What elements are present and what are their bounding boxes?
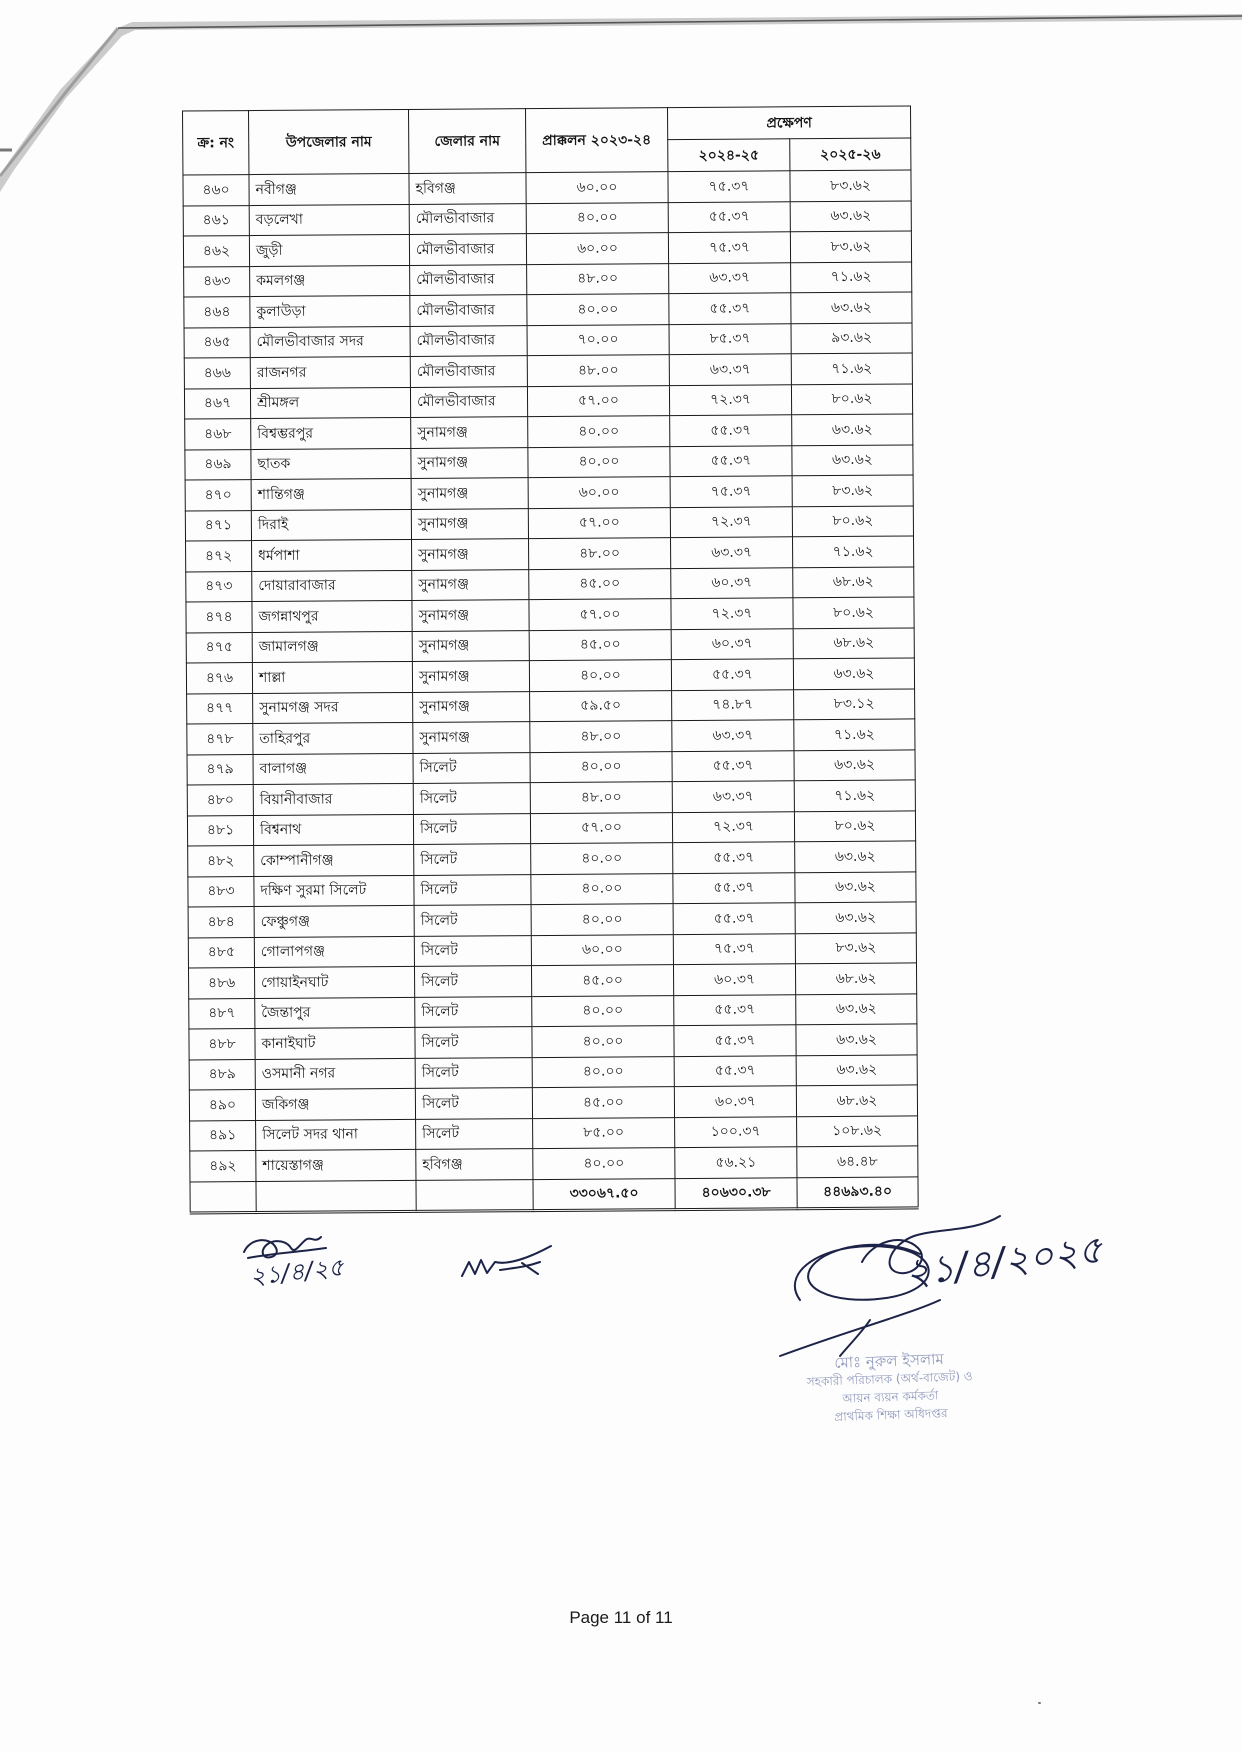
serial-cell: ৪৬৮ — [185, 419, 251, 450]
upazila-cell: জকিগঞ্জ — [255, 1088, 415, 1120]
projection-2025-26-cell: ৬৩.৬২ — [793, 658, 914, 689]
estimate-cell: ৫৭.০০ — [530, 812, 672, 843]
estimate-cell: ৪০.০০ — [530, 751, 672, 782]
middle-initials-scribble — [462, 1246, 551, 1276]
estimate-cell: ৫৭.০০ — [529, 599, 671, 630]
projection-2024-25-cell: ৮৫.৩৭ — [669, 323, 791, 354]
projection-2024-25-cell: ৬০.৩৭ — [671, 628, 793, 659]
stamp-name: মোঃ নুরুল ইসলাম — [834, 1350, 945, 1372]
estimate-cell: ৬০.০০ — [531, 934, 673, 965]
projection-2024-25-cell: ৬৩.৩৭ — [671, 537, 793, 568]
projection-2024-25-cell: ৫৫.৩৭ — [673, 903, 795, 934]
district-cell: সিলেট — [414, 874, 531, 905]
projection-2024-25-cell: ৭২.৩৭ — [672, 811, 794, 842]
projection-2025-26-cell: ৬৮.৬২ — [793, 566, 914, 597]
table-row — [189, 1085, 917, 1121]
table-row — [190, 1115, 918, 1151]
table-row — [187, 719, 915, 755]
projection-2024-25-cell: ৫৫.৩৭ — [668, 201, 790, 232]
serial-cell: ৪৮৪ — [188, 907, 254, 938]
table-row — [185, 414, 913, 450]
projection-2025-26-cell: ৭১.৬২ — [792, 536, 913, 567]
table-row — [184, 383, 912, 419]
header-serial: ক্র: নং — [183, 111, 249, 175]
projection-2025-26-cell: ৭১.৬২ — [791, 353, 912, 384]
projection-2025-26-cell: ৬৪.৪৮ — [797, 1146, 918, 1177]
projection-2025-26-cell: ৮০.৬২ — [792, 505, 913, 536]
estimate-cell: ৪০.০০ — [529, 660, 671, 691]
district-cell: সিলেট — [415, 1027, 532, 1058]
table-row — [183, 170, 911, 206]
table-row — [188, 871, 916, 907]
serial-cell: ৪৭৮ — [187, 724, 253, 755]
table-row — [189, 1024, 917, 1060]
district-cell: সুনামগঞ্জ — [412, 569, 529, 600]
header-year-2024-25: ২০২৪-২৫ — [668, 139, 790, 172]
estimate-cell: ৬০.০০ — [526, 172, 668, 203]
table-row — [184, 261, 912, 297]
estimate-cell: ৪৮.০০ — [530, 721, 672, 752]
district-cell: সিলেট — [414, 935, 531, 966]
serial-cell: ৪৬০ — [183, 175, 249, 206]
stamp-designation: সহকারী পরিচালক (অর্থ-বাজেট) ও — [806, 1369, 973, 1389]
stamp-role: আয়ন ব্যয়ন কর্মকর্তা — [842, 1388, 939, 1406]
projection-2024-25-cell: ৫৫.৩৭ — [674, 994, 796, 1025]
upazila-cell: ওসমানী নগর — [255, 1058, 415, 1090]
district-cell: সিলেট — [415, 1057, 532, 1088]
upazila-cell: জামালগঞ্জ — [252, 631, 412, 663]
estimate-cell: ৪০.০০ — [531, 904, 673, 935]
table-row — [187, 780, 915, 816]
projection-2025-26-cell: ৮৩.৬২ — [790, 170, 911, 201]
table-row — [190, 1146, 918, 1182]
upazila-cell: ফেঞ্চুগঞ্জ — [254, 905, 414, 937]
serial-cell: ৪৭৭ — [187, 693, 253, 724]
district-cell: মৌলভীবাজার — [410, 386, 527, 417]
projection-2025-26-cell: ৬৩.৬২ — [792, 444, 913, 475]
estimate-cell: ৫৭.০০ — [528, 507, 670, 538]
projection-2025-26-cell: ৬৩.৬২ — [791, 292, 912, 323]
projection-2024-25-cell: ৫৫.৩৭ — [669, 293, 791, 324]
upazila-cell: তাহিরপুর — [253, 722, 413, 754]
table-row — [187, 688, 915, 724]
table-row — [186, 627, 914, 663]
district-cell: হবিগঞ্জ — [409, 173, 526, 204]
estimate-cell: ৬০.০০ — [528, 477, 670, 508]
estimate-cell: ৪০.০০ — [527, 294, 669, 325]
table-row — [185, 444, 913, 480]
projection-2024-25-cell: ৫৫.৩৭ — [673, 842, 795, 873]
projection-2024-25-cell: ৬০.৩৭ — [673, 964, 795, 995]
table-row — [185, 475, 913, 511]
upazila-cell: বিয়ানীবাজার — [253, 783, 413, 815]
upazila-cell: বালাগঞ্জ — [253, 753, 413, 785]
projection-2025-26-cell: ৮৩.১২ — [794, 688, 915, 719]
estimate-cell: ৪৮.০০ — [530, 782, 672, 813]
estimate-cell: ৭০.০০ — [527, 324, 669, 355]
upazila-cell: কমলগঞ্জ — [250, 265, 410, 297]
district-cell: সিলেট — [413, 783, 530, 814]
right-signature-tail — [780, 1300, 940, 1356]
serial-cell: ৪৬৪ — [184, 297, 250, 328]
projection-2025-26-cell: ৭১.৬২ — [791, 261, 912, 292]
upazila-cell: নবীগঞ্জ — [249, 173, 409, 205]
serial-cell: ৪৬৫ — [184, 327, 250, 358]
district-cell: মৌলভীবাজার — [410, 264, 527, 295]
projection-2025-26-cell: ৬৩.৬২ — [794, 749, 915, 780]
district-cell: সুনামগঞ্জ — [412, 600, 529, 631]
estimate-cell: ৪৫.০০ — [529, 568, 671, 599]
district-cell: সিলেট — [413, 813, 530, 844]
table-row — [183, 200, 911, 236]
estimate-cell: ৪৫.০০ — [529, 629, 671, 660]
district-cell: সিলেট — [415, 996, 532, 1027]
projection-2024-25-cell: ৭২.৩৭ — [671, 598, 793, 629]
projection-2024-25-cell: ৭৫.৩৭ — [670, 476, 792, 507]
serial-cell: ৪৮৭ — [189, 998, 255, 1029]
serial-cell: ৪৮৩ — [188, 876, 254, 907]
table-row — [186, 536, 914, 572]
upazila-cell: কোম্পানীগঞ্জ — [254, 844, 414, 876]
projection-2025-26-cell: ৮০.৬২ — [794, 810, 915, 841]
projection-2024-25-cell: ৬৩.৩৭ — [669, 262, 791, 293]
table-row — [187, 810, 915, 846]
district-cell: সুনামগঞ্জ — [411, 478, 528, 509]
serial-cell: ৪৯২ — [190, 1151, 256, 1182]
right-handwritten-date: ২১/৪/২০২৫ — [902, 1227, 1105, 1295]
scan-speck — [1038, 1702, 1041, 1704]
district-cell: সিলেট — [413, 752, 530, 783]
district-cell: সুনামগঞ্জ — [412, 661, 529, 692]
estimate-cell: ৪৮.০০ — [527, 355, 669, 386]
upazila-cell: সিলেট সদর থানা — [256, 1119, 416, 1151]
upazila-cell: শায়েস্তাগঞ্জ — [256, 1149, 416, 1181]
upazila-cell: সুনামগঞ্জ সদর — [253, 692, 413, 724]
table-row — [189, 993, 917, 1029]
serial-cell: ৪৭৩ — [186, 571, 252, 602]
district-cell: সুনামগঞ্জ — [411, 508, 528, 539]
projection-2024-25-cell: ৭৪.৮৭ — [672, 689, 794, 720]
estimate-cell: ৪০.০০ — [533, 1148, 675, 1179]
serial-cell: ৪৭১ — [185, 510, 251, 541]
projection-2024-25-cell: ৫৫.৩৭ — [670, 445, 792, 476]
projection-2025-26-cell: ৮৩.৬২ — [790, 231, 911, 262]
table-row — [184, 322, 912, 358]
projection-2024-25-cell: ১০০.৩৭ — [675, 1116, 797, 1147]
table-row — [188, 841, 916, 877]
district-cell: হবিগঞ্জ — [416, 1149, 533, 1180]
estimate-cell: ৪০.০০ — [532, 1056, 674, 1087]
upazila-cell: মৌলভীবাজার সদর — [250, 326, 410, 358]
header-year-2025-26: ২০২৫-২৬ — [790, 138, 911, 171]
header-estimate: প্রাক্কলন ২০২৩-২৪ — [526, 108, 668, 173]
serial-cell: ৪৭৯ — [187, 754, 253, 785]
estimate-cell: ৫৭.০০ — [527, 385, 669, 416]
upazila-cell: বিশ্বম্ভরপুর — [251, 417, 411, 449]
projection-2024-25-cell: ৫৫.৩৭ — [674, 1055, 796, 1086]
upazila-cell: গোলাপগঞ্জ — [254, 936, 414, 968]
serial-cell: ৪৬২ — [183, 236, 249, 267]
estimate-cell: ৪০.০০ — [526, 202, 668, 233]
estimate-cell: ৪০.০০ — [531, 873, 673, 904]
upazila-cell: শাল্লা — [252, 661, 412, 693]
table-row — [188, 932, 916, 968]
district-cell: সিলেট — [416, 1118, 533, 1149]
district-cell: সুনামগঞ্জ — [411, 447, 528, 478]
left-handwritten-date: ২১/৪/২৫ — [248, 1253, 346, 1291]
projection-2025-26-cell: ৮০.৬২ — [791, 383, 912, 414]
district-cell: মৌলভীবাজার — [410, 325, 527, 356]
serial-cell: ৪৮৮ — [189, 1029, 255, 1060]
projection-2024-25-cell: ৬৩.৩৭ — [669, 354, 791, 385]
district-cell: সুনামগঞ্জ — [412, 539, 529, 570]
projection-2025-26-cell: ৬৩.৬২ — [796, 993, 917, 1024]
upazila-cell: কানাইঘাট — [255, 1027, 415, 1059]
projection-2025-26-cell: ৬৩.৬২ — [795, 841, 916, 872]
projection-2024-25-cell: ৫৫.৩৭ — [671, 659, 793, 690]
estimate-cell: ৪৫.০০ — [532, 1087, 674, 1118]
serial-cell: ৪৭৪ — [186, 602, 252, 633]
table-row — [186, 597, 914, 633]
upazila-cell: রাজনগর — [250, 356, 410, 388]
upazila-cell: শান্তিগঞ্জ — [251, 478, 411, 510]
projection-2024-25-cell: ৭৫.৩৭ — [668, 232, 790, 263]
upazila-cell: ছাতক — [251, 448, 411, 480]
projection-2024-25-cell: ৭২.৩৭ — [670, 506, 792, 537]
projection-2025-26-cell: ৮০.৬২ — [793, 597, 914, 628]
total-2024-25-cell: ৪০৬৩০.৩৮ — [675, 1177, 797, 1209]
district-cell: সিলেট — [415, 1088, 532, 1119]
projection-2025-26-cell: ৮৩.৬২ — [792, 475, 913, 506]
projection-2024-25-cell: ৫৫.৩৭ — [674, 1025, 796, 1056]
district-cell: সুনামগঞ্জ — [412, 630, 529, 661]
projection-2025-26-cell: ৭১.৬২ — [794, 780, 915, 811]
projection-2025-26-cell: ৬৮.৬২ — [795, 963, 916, 994]
estimate-cell: ৪০.০০ — [528, 446, 670, 477]
upazila-cell: শ্রীমঙ্গল — [250, 387, 410, 419]
serial-cell: ৪৬৩ — [184, 266, 250, 297]
projection-2024-25-cell: ৭২.৩৭ — [669, 384, 791, 415]
serial-cell: ৪৮০ — [187, 785, 253, 816]
table-row — [188, 963, 916, 999]
district-cell: সুনামগঞ্জ — [413, 691, 530, 722]
projection-2025-26-cell: ৬৩.৬২ — [795, 871, 916, 902]
serial-cell: ৪৮২ — [188, 846, 254, 877]
header-projection: প্রক্ষেপণ — [668, 106, 911, 140]
table-body — [183, 170, 918, 1182]
page-number: Page 11 of 11 — [569, 1608, 673, 1627]
stamp-office: প্রাথমিক শিক্ষা অধিদপ্তর — [834, 1406, 948, 1424]
projection-2025-26-cell: ৬৩.৬২ — [792, 414, 913, 445]
serial-cell: ৪৭০ — [185, 480, 251, 511]
district-cell: মৌলভীবাজার — [410, 356, 527, 387]
district-cell: মৌলভীবাজার — [409, 234, 526, 265]
estimate-cell: ৪০.০০ — [532, 1026, 674, 1057]
projection-2025-26-cell: ৮৩.৬২ — [795, 932, 916, 963]
projection-2025-26-cell: ৬৩.৬২ — [790, 200, 911, 231]
table-row — [185, 505, 913, 541]
projection-2025-26-cell: ৬৮.৬২ — [793, 627, 914, 658]
upazila-cell: দিরাই — [251, 509, 411, 541]
table-row — [186, 566, 914, 602]
serial-cell: ৪৯০ — [189, 1090, 255, 1121]
serial-cell: ৪৮৬ — [188, 968, 254, 999]
projection-2024-25-cell: ৫৫.৩৭ — [673, 872, 795, 903]
projection-2025-26-cell: ৯৩.৬২ — [791, 322, 912, 353]
district-cell: সিলেট — [414, 905, 531, 936]
serial-cell: ৪৮৫ — [188, 937, 254, 968]
projection-2024-25-cell: ৭৫.৩৭ — [673, 933, 795, 964]
upazila-cell: বিশ্বনাথ — [253, 814, 413, 846]
estimate-cell: ৪০.০০ — [528, 416, 670, 447]
total-estimate-cell: ৩৩০৬৭.৫০ — [533, 1178, 675, 1210]
table-row — [189, 1054, 917, 1090]
upazila-cell: ধর্মপাশা — [252, 539, 412, 571]
serial-cell: ৪৬৬ — [184, 358, 250, 389]
projection-2025-26-cell: ৭১.৬২ — [794, 719, 915, 750]
projection-2024-25-cell: ৬০.৩৭ — [671, 567, 793, 598]
total-2025-26-cell: ৪৪৬৯৩.৪০ — [797, 1176, 918, 1208]
district-cell: সুনামগঞ্জ — [413, 722, 530, 753]
estimate-cell: ৮৫.০০ — [533, 1117, 675, 1148]
serial-cell: ৪৯১ — [190, 1120, 256, 1151]
upazila-cell: দোয়ারাবাজার — [252, 570, 412, 602]
district-cell: সিলেট — [414, 966, 531, 997]
table-row — [186, 658, 914, 694]
projection-2024-25-cell: ৬৩.৩৭ — [672, 720, 794, 751]
serial-cell: ৪৭৬ — [186, 663, 252, 694]
projection-2025-26-cell: ৬৮.৬২ — [796, 1085, 917, 1116]
table-row — [188, 902, 916, 938]
table-row — [187, 749, 915, 785]
projection-2025-26-cell: ১০৮.৬২ — [797, 1115, 918, 1146]
estimate-cell: ৪৮.০০ — [529, 538, 671, 569]
projection-2024-25-cell: ৫৫.৩৭ — [672, 750, 794, 781]
table-row — [184, 292, 912, 328]
serial-cell: ৪৬৯ — [185, 449, 251, 480]
district-cell: সুনামগঞ্জ — [411, 417, 528, 448]
serial-cell: ৪৭২ — [186, 541, 252, 572]
district-cell: মৌলভীবাজার — [409, 203, 526, 234]
projection-2025-26-cell: ৬৩.৬২ — [795, 902, 916, 933]
allocation-table — [182, 105, 919, 1214]
upazila-cell: জুড়ী — [249, 234, 409, 266]
table-row — [183, 231, 911, 267]
serial-cell: ৪৭৫ — [186, 632, 252, 663]
estimate-cell: ৬০.০০ — [526, 233, 668, 264]
district-cell: সিলেট — [414, 844, 531, 875]
upazila-cell: বড়লেখা — [249, 204, 409, 236]
estimate-cell: ৪০.০০ — [532, 995, 674, 1026]
official-stamp — [769, 1348, 1011, 1428]
projection-2024-25-cell: ৭৫.৩৭ — [668, 171, 790, 202]
serial-cell: ৪৬৭ — [184, 388, 250, 419]
header-upazila: উপজেলার নাম — [249, 109, 409, 174]
projection-2024-25-cell: ৫৫.৩৭ — [670, 415, 792, 446]
upazila-cell: জৈন্তাপুর — [255, 997, 415, 1029]
serial-cell: ৪৮৯ — [189, 1059, 255, 1090]
projection-2024-25-cell: ৬০.৩৭ — [674, 1086, 796, 1117]
projection-2025-26-cell: ৬৩.৬২ — [796, 1024, 917, 1055]
header-district: জেলার নাম — [409, 109, 526, 174]
estimate-cell: ৫৯.৫০ — [530, 690, 672, 721]
upazila-cell: দক্ষিণ সুরমা সিলেট — [254, 875, 414, 907]
estimate-cell: ৪৫.০০ — [531, 965, 673, 996]
projection-2024-25-cell: ৫৬.২১ — [675, 1147, 797, 1178]
projection-2024-25-cell: ৬৩.৩৭ — [672, 781, 794, 812]
upazila-cell: গোয়াইনঘাট — [254, 966, 414, 998]
projection-2025-26-cell: ৬৩.৬২ — [796, 1054, 917, 1085]
serial-cell: ৪৬১ — [183, 205, 249, 236]
table-row — [184, 353, 912, 389]
estimate-cell: ৪০.০০ — [531, 843, 673, 874]
serial-cell: ৪৮১ — [187, 815, 253, 846]
allocation-table-container — [182, 105, 918, 1214]
upazila-cell: কুলাউড়া — [250, 295, 410, 327]
estimate-cell: ৪৮.০০ — [527, 263, 669, 294]
upazila-cell: জগন্নাথপুর — [252, 600, 412, 632]
district-cell: মৌলভীবাজার — [410, 295, 527, 326]
